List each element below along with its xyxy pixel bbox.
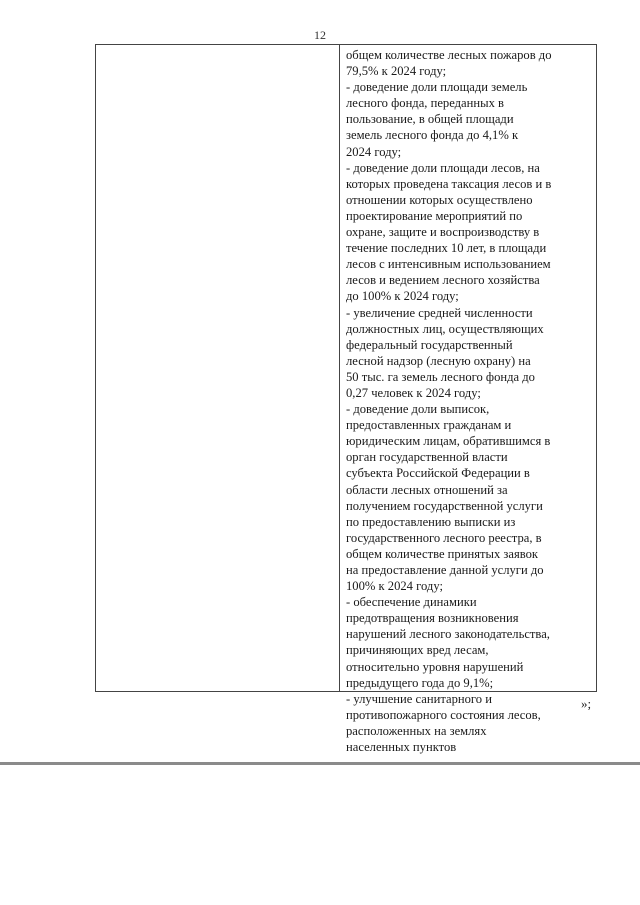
table-right-cell: [340, 45, 596, 755]
text-line: юридическим лицам, обратившимся в: [346, 434, 551, 449]
text-line: общем количестве принятых заявок: [346, 546, 539, 561]
text-line: субъекта Российской Федерации в: [346, 466, 530, 481]
text-line: причиняющих вред лесам,: [346, 643, 489, 658]
text-line: 0,27 человек к 2024 году;: [346, 385, 481, 400]
text-line: расположенных на землях: [346, 723, 487, 738]
text-line: предоставленных гражданам и: [346, 418, 512, 433]
text-line: - увеличение средней численности: [346, 305, 533, 320]
text-line: на предоставление данной услуги до: [346, 563, 544, 577]
text-line: предыдущего года до 9,1%;: [346, 675, 494, 690]
text-line: отношении которых осуществлено: [346, 192, 533, 207]
text-line: лесов и ведением лесного хозяйства: [346, 273, 540, 288]
text-line: течение последних 10 лет, в площади: [346, 241, 547, 256]
text-line: пользование, в общей площади: [346, 112, 514, 127]
text-line: лесов с интенсивным использованием: [346, 257, 551, 272]
text-line: 50 тыс. га земель лесного фонда до: [346, 369, 535, 384]
text-line: населенных пунктов: [346, 740, 457, 755]
text-line: противопожарного состояния лесов,: [346, 707, 541, 722]
text-line: 79,5% к 2024 году;: [346, 64, 447, 79]
text-line: - доведение доли площади земель: [346, 80, 528, 95]
text-line: - доведение доли выписок,: [346, 402, 490, 417]
text-line: предотвращения возникновения: [346, 611, 519, 626]
text-line: должностных лиц, осуществляющих: [346, 321, 544, 336]
text-line: охране, защите и воспроизводству в: [346, 225, 540, 240]
text-line: области лесных отношений за: [346, 482, 508, 497]
text-line: - улучшение санитарного и: [346, 691, 492, 706]
table-left-cell: [96, 45, 340, 691]
text-line: 2024 году;: [346, 144, 402, 159]
text-line: общем количестве лесных пожаров до: [346, 48, 552, 62]
text-line: 100% к 2024 году;: [346, 579, 443, 594]
text-line: - доведение доли площади лесов, на: [346, 160, 540, 175]
text-line: которых проведена таксация лесов и в: [346, 176, 552, 191]
closing-quote-mark: »;: [581, 696, 592, 711]
text-line: федеральный государственный: [346, 337, 513, 352]
text-line: по предоставлению выписки из: [346, 514, 516, 529]
text-line: проектирование мероприятий по: [346, 208, 523, 223]
text-line: нарушений лесного законодательства,: [346, 627, 550, 642]
text-line: лесной надзор (лесную охрану) на: [346, 353, 531, 368]
text-line: лесного фонда, переданных в: [346, 96, 504, 111]
text-line: получением государственной услуги: [346, 498, 543, 513]
text-line: орган государственной власти: [346, 450, 508, 465]
text-line: земель лесного фонда до 4,1% к: [346, 128, 519, 143]
text-line: относительно уровня нарушений: [346, 659, 524, 674]
text-line: государственного лесного реестра, в: [346, 530, 542, 545]
text-line: - обеспечение динамики: [346, 595, 477, 610]
document-table: [95, 44, 597, 755]
text-line: до 100% к 2024 году;: [346, 289, 459, 304]
page-number: 12: [314, 28, 326, 42]
